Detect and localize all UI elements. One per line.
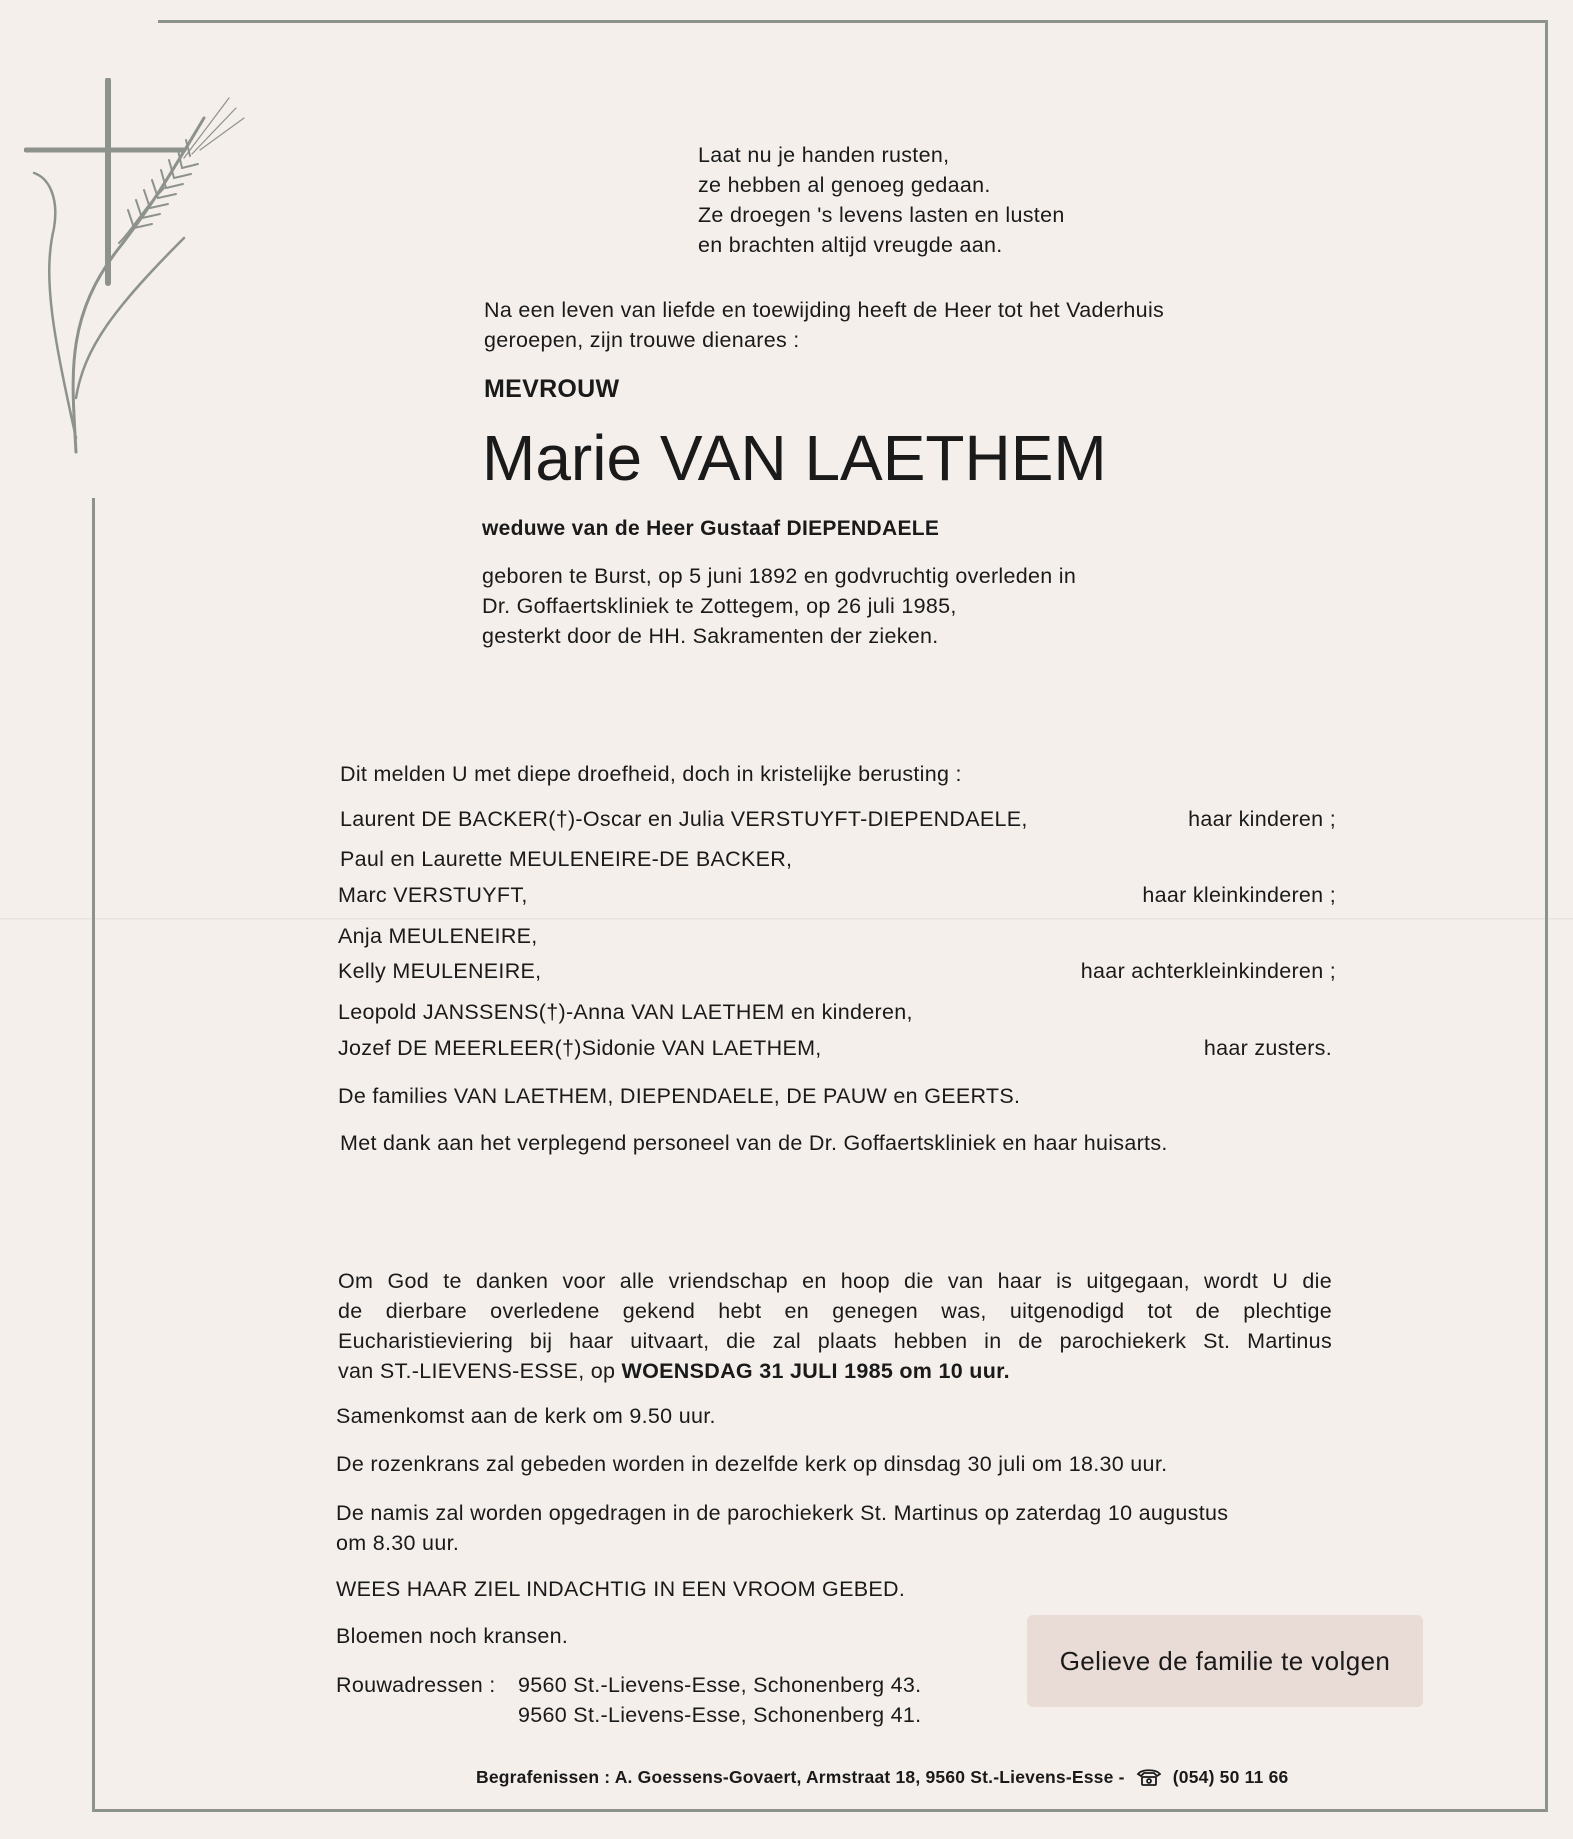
rosary-line: De rozenkrans zal gebeden worden in dezelfde kerk op dinsdag 30 juli om 18.30 uur. xyxy=(336,1452,1168,1476)
family-row xyxy=(340,804,1336,834)
family-names: Marc VERSTUYFT, xyxy=(338,883,528,907)
poem-line: Laat nu je handen rusten, xyxy=(698,143,950,167)
intro-line: geroepen, zijn trouwe dienares : xyxy=(484,328,800,352)
family-relation: haar achterkleinkinderen ; xyxy=(1080,959,1336,983)
flowers-line: Bloemen noch kransen. xyxy=(336,1624,569,1648)
undertaker-line xyxy=(476,1762,1288,1792)
intro-text xyxy=(484,295,1164,355)
family-row xyxy=(338,956,1336,986)
funeral-line: Om God te danken voor alle vriendschap en hoop die van haar is uitgegaan, wordt U die xyxy=(338,1269,1332,1293)
gathering-line: Samenkomst aan de kerk om 9.50 uur. xyxy=(336,1404,716,1428)
family-names: Leopold JANSSENS(†)-Anna VAN LAETHEM en kinderen, xyxy=(338,1000,913,1024)
undertaker-phone: (054) 50 11 66 xyxy=(1172,1767,1289,1787)
funeral-line-prefix: van ST.-LIEVENS-ESSE, op xyxy=(338,1359,622,1383)
poem-line: ze hebben al genoeg gedaan. xyxy=(698,173,991,197)
family-relation: haar kinderen ; xyxy=(1188,807,1336,831)
family-row xyxy=(338,880,1336,910)
thanks-line: Met dank aan het verplegend personeel van de Dr. Goffaertskliniek en haar huisarts. xyxy=(340,1131,1168,1155)
undertaker-text: Begrafenissen : A. Goessens-Govaert, Armstraat 18, 9560 St.-Lievens-Esse - xyxy=(476,1767,1125,1787)
funeral-line: de dierbare overledene gekend hebt en genegen was, uitgenodigd tot de plechtige xyxy=(338,1299,1332,1323)
family-names: Anja MEULENEIRE, xyxy=(338,924,538,948)
family-row xyxy=(338,921,1336,951)
widow-of: weduwe van de Heer Gustaaf DIEPENDAELE xyxy=(482,517,940,540)
family-names: Jozef DE MEERLEER(†)Sidonie VAN LAETHEM, xyxy=(338,1036,822,1060)
requiem-text xyxy=(336,1498,1228,1558)
frame-right xyxy=(1545,20,1548,1812)
frame-top xyxy=(158,20,1547,23)
family-relation: haar kleinkinderen ; xyxy=(1142,883,1336,907)
families-line: De families VAN LAETHEM, DIEPENDAELE, DE PAUW en GEERTS. xyxy=(338,1084,1021,1108)
cross-wheat-icon xyxy=(24,78,264,458)
funeral-date-time: WOENSDAG 31 JULI 1985 om 10 uur. xyxy=(621,1359,1010,1383)
birth-death-text xyxy=(482,561,1076,651)
prayer-line: WEES HAAR ZIEL INDACHTIG IN EEN VROOM GEBED. xyxy=(336,1577,906,1601)
family-names: Paul en Laurette MEULENEIRE-DE BACKER, xyxy=(340,847,793,871)
frame-bottom xyxy=(92,1809,1548,1812)
telephone-icon xyxy=(1136,1768,1162,1786)
deceased-name: Marie VAN LAETHEM xyxy=(482,422,1107,494)
addresses-label: Rouwadressen : xyxy=(336,1673,496,1697)
requiem-line: om 8.30 uur. xyxy=(336,1531,460,1555)
birth-death-line: Dr. Goffaertskliniek te Zottegem, op 26 juli 1985, xyxy=(482,594,957,618)
family-row xyxy=(340,844,1336,874)
frame-left xyxy=(92,498,95,1812)
family-relation: haar zusters. xyxy=(1203,1036,1332,1060)
requiem-line: De namis zal worden opgedragen in de parochiekerk St. Martinus op zaterdag 10 augustus xyxy=(336,1501,1229,1525)
poem-line: en brachten altijd vreugde aan. xyxy=(698,233,1003,257)
family-row xyxy=(338,1033,1332,1063)
birth-death-line: geboren te Burst, op 5 juni 1892 en godvruchtig overleden in xyxy=(482,564,1077,588)
family-names: Kelly MEULENEIRE, xyxy=(338,959,542,983)
honorific-title: MEVROUW xyxy=(484,375,620,403)
funeral-line: Eucharistieviering bij haar uitvaart, die zal plaats hebben in de parochiekerk St. Martinus xyxy=(338,1329,1332,1353)
family-row xyxy=(338,997,1336,1027)
intro-line: Na een leven van liefde en toewijding heeft de Heer tot het Vaderhuis xyxy=(484,298,1165,322)
funeral-line xyxy=(338,1356,1332,1386)
funeral-invitation xyxy=(338,1266,1332,1386)
address-line: 9560 St.-Lievens-Esse, Schonenberg 41. xyxy=(518,1703,922,1727)
poem-line: Ze droegen 's levens lasten en lusten xyxy=(698,203,1065,227)
announcement: Dit melden U met diepe droefheid, doch in kristelijke berusting : xyxy=(340,762,962,786)
poem xyxy=(698,140,1065,260)
follow-family-badge: Gelieve de familie te volgen xyxy=(1027,1615,1423,1707)
birth-death-line: gesterkt door de HH. Sakramenten der zieken. xyxy=(482,624,939,648)
address-line: 9560 St.-Lievens-Esse, Schonenberg 43. xyxy=(518,1673,922,1697)
family-names: Laurent DE BACKER(†)-Oscar en Julia VERSTUYFT-DIEPENDAELE, xyxy=(340,807,1028,831)
